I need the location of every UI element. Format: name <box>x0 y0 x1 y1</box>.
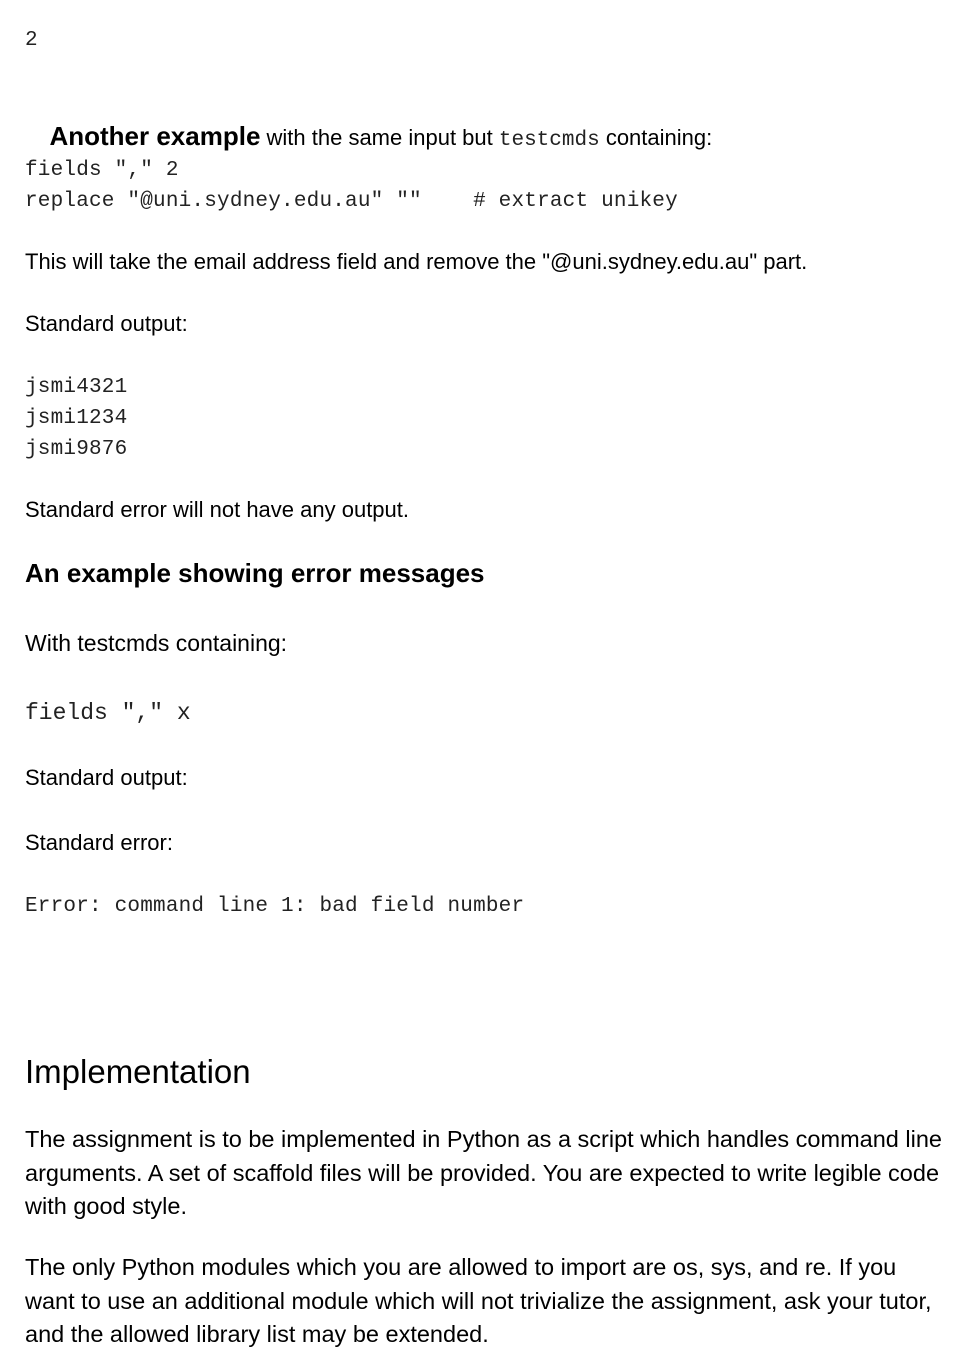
error-stderr-line: Error: command line 1: bad field number <box>25 895 525 918</box>
stdout-label: Standard output: <box>25 311 188 336</box>
stdout-line: jsmi4321 <box>25 376 128 399</box>
error-example-code: fields "," x <box>25 700 191 726</box>
implementation-heading: Implementation <box>25 1053 251 1090</box>
implementation-paragraph-1: The assignment is to be implemented in Python as a script which handles command line arguments. A set of scaffold files will be provided. You are expected to write legible code with good style. <box>25 1126 942 1219</box>
code-line: fields "," 2 <box>25 159 179 182</box>
code-fragment-top: 2 <box>25 29 38 52</box>
error-stderr-label: Standard error: <box>25 830 173 855</box>
error-example-intro: With testcmds containing: <box>25 630 288 656</box>
stdout-line: jsmi9876 <box>25 438 128 461</box>
example-heading-text-2: containing: <box>599 125 713 150</box>
error-example-heading: An example showing error messages <box>25 558 485 588</box>
implementation-paragraph-2: The only Python modules which you are allowed to import are os, sys, and re. If you want to use an additional module which will not trivialize the assignment, ask your tutor, and the allowed library list may be extended. <box>25 1254 932 1347</box>
code-line: replace "@uni.sydney.edu.au" "" # extract unikey <box>25 190 678 213</box>
example-heading-code: testcmds <box>498 129 600 152</box>
example-heading-text-1: with the same input but <box>260 125 499 150</box>
error-stdout-label: Standard output: <box>25 765 188 790</box>
stderr-note: Standard error will not have any output. <box>25 497 410 522</box>
stdout-line: jsmi1234 <box>25 407 128 430</box>
example-heading-bold: Another example <box>49 121 261 151</box>
example-description: This will take the email address field and remove the "@uni.sydney.edu.au" part. <box>25 249 808 274</box>
